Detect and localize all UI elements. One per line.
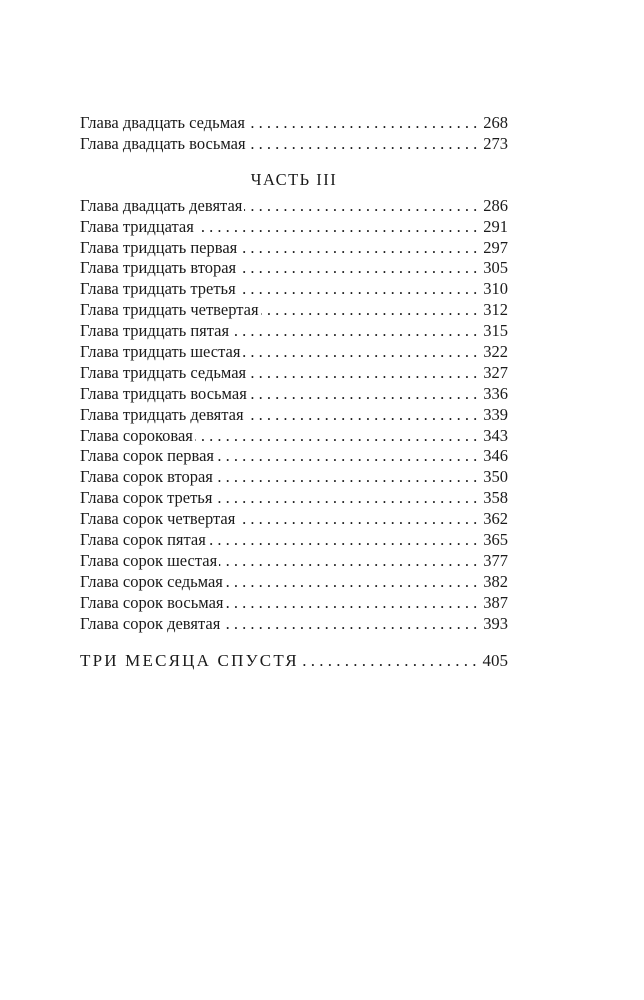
toc-entry[interactable]	[80, 238, 508, 259]
toc-entry[interactable]	[80, 551, 508, 572]
toc-entry-page: 362	[483, 509, 508, 529]
toc-dot-leader	[195, 426, 477, 447]
toc-entry[interactable]	[80, 593, 508, 614]
toc-entry-page: 382	[483, 571, 508, 591]
table-of-contents	[80, 113, 508, 672]
toc-entry[interactable]	[80, 134, 508, 155]
part-heading: ЧАСТЬ III	[250, 169, 338, 189]
toc-entry-page: 336	[483, 383, 508, 403]
toc-dot-leader	[231, 321, 477, 342]
toc-entry-page: 377	[483, 550, 508, 570]
toc-dot-leader	[238, 258, 477, 279]
toc-entry[interactable]	[80, 279, 508, 300]
toc-entry-page: 305	[483, 258, 508, 278]
toc-entry-title: Глава двадцать девятая	[80, 195, 243, 215]
toc-dot-leader	[222, 614, 477, 635]
toc-entry-page: 346	[483, 446, 508, 466]
toc-dot-leader	[225, 572, 477, 593]
toc-entry-page: 343	[483, 425, 508, 445]
toc-entry-title: Глава двадцать седьмая	[80, 113, 245, 132]
toc-entry[interactable]	[80, 300, 508, 321]
toc-entry-title: Глава тридцать четвертая	[80, 300, 259, 320]
toc-entry-page: 339	[483, 404, 508, 424]
toc-entry-title: Глава тридцать шестая	[80, 342, 241, 362]
toc-entry[interactable]	[80, 217, 508, 238]
toc-dot-leader	[196, 217, 477, 238]
toc-entry-title: Глава тридцать седьмая	[80, 362, 247, 382]
toc-entry-page: 365	[483, 530, 508, 550]
toc-dot-leader	[246, 405, 478, 426]
toc-entry-title: Глава сороковая	[80, 425, 193, 445]
toc-dot-leader	[214, 488, 477, 509]
toc-entry-page: 322	[483, 342, 508, 362]
toc-entry-title: Глава сорок четвертая	[80, 509, 236, 529]
toc-entry[interactable]	[80, 405, 508, 426]
toc-entry-title: Глава тридцатая	[80, 216, 194, 236]
toc-entry-page: 358	[483, 488, 508, 508]
toc-entry[interactable]	[80, 384, 508, 405]
toc-dot-leader	[219, 551, 477, 572]
toc-entry-title: Глава тридцать первая	[80, 237, 238, 257]
toc-dot-leader	[248, 134, 478, 155]
toc-entry[interactable]	[80, 572, 508, 593]
toc-dot-leader	[249, 384, 477, 405]
toc-entry-title: Глава двадцать восьмая	[80, 133, 246, 153]
toc-entry-page: 350	[483, 467, 508, 487]
toc-dot-leader	[247, 113, 477, 134]
toc-entry[interactable]	[80, 446, 508, 467]
toc-dot-leader	[208, 530, 477, 551]
toc-entry-title: Глава тридцать вторая	[80, 258, 237, 278]
toc-entry[interactable]	[80, 467, 508, 488]
toc-dot-leader	[261, 300, 478, 321]
toc-entry-title: Глава тридцать третья	[80, 279, 236, 299]
toc-entry[interactable]	[80, 488, 508, 509]
toc-entry-page: 393	[483, 613, 508, 633]
toc-dot-leader	[244, 196, 477, 217]
toc-closing-title: ТРИ МЕСЯЦА СПУСТЯ	[80, 651, 299, 671]
toc-dot-leader	[239, 238, 477, 259]
toc-closing-page: 405	[482, 651, 508, 671]
toc-dot-leader	[216, 446, 477, 467]
toc-entry-page: 297	[483, 237, 508, 257]
toc-entry-page: 315	[483, 321, 508, 341]
toc-dot-leader	[215, 467, 477, 488]
toc-entry[interactable]	[80, 258, 508, 279]
toc-entry-page: 327	[483, 362, 508, 382]
toc-closing-entry[interactable]	[80, 650, 508, 672]
toc-entry-title: Глава тридцать пятая	[80, 321, 230, 341]
toc-entry-page: 312	[483, 300, 508, 320]
toc-entry-title: Глава тридцать девятая	[80, 404, 244, 424]
toc-entry-page: 291	[483, 216, 508, 236]
toc-entry-title: Глава сорок восьмая	[80, 592, 224, 612]
toc-dot-leader	[301, 650, 477, 672]
toc-dot-leader	[242, 342, 477, 363]
toc-entry-page: 268	[483, 113, 508, 132]
toc-entry-page: 310	[483, 279, 508, 299]
toc-dot-leader	[226, 593, 478, 614]
toc-entry-title: Глава сорок пятая	[80, 530, 206, 550]
toc-entry-title: Глава сорок шестая	[80, 550, 218, 570]
toc-entry-title: Глава сорок третья	[80, 488, 213, 508]
toc-entry[interactable]	[80, 342, 508, 363]
toc-entry[interactable]	[80, 321, 508, 342]
toc-dot-leader	[238, 279, 478, 300]
toc-entry-title: Глава сорок девятая	[80, 613, 221, 633]
toc-entry-title: Глава сорок вторая	[80, 467, 213, 487]
toc-dot-leader	[237, 509, 477, 530]
toc-entry-title: Глава сорок седьмая	[80, 571, 223, 591]
toc-entry[interactable]	[80, 509, 508, 530]
toc-entry-title: Глава сорок первая	[80, 446, 214, 466]
toc-entry-page: 286	[483, 195, 508, 215]
toc-dot-leader	[248, 363, 477, 384]
toc-entry-page: 273	[483, 133, 508, 153]
toc-entry[interactable]	[80, 113, 508, 134]
toc-entry[interactable]	[80, 363, 508, 384]
toc-entry[interactable]	[80, 426, 508, 447]
toc-entry[interactable]	[80, 614, 508, 635]
toc-entry[interactable]	[80, 530, 508, 551]
toc-entry[interactable]	[80, 196, 508, 217]
toc-entry-page: 387	[483, 592, 508, 612]
toc-entry-title: Глава тридцать восьмая	[80, 383, 247, 403]
